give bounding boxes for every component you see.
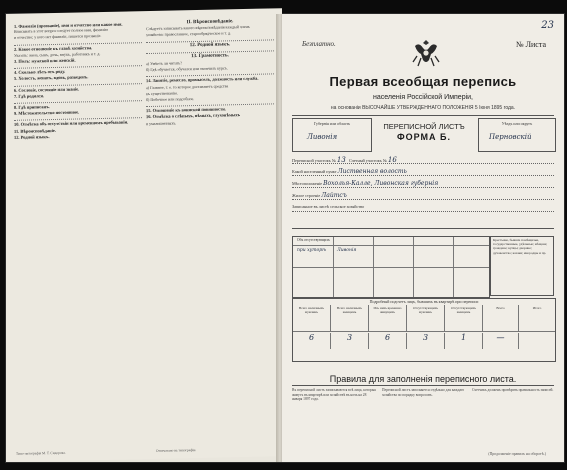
- text-line: и отчество; у кого нет фамиліи, пишется прозваніе.: [14, 33, 102, 41]
- continuation-note: (Продолженіе правилъ на оборотѣ.): [488, 452, 546, 456]
- line-label: Какой населенный пункт: [292, 169, 337, 174]
- district-label: Уѣздъ или округъ: [501, 121, 533, 126]
- province-value: Ливонія: [307, 133, 338, 141]
- question-heading: 12. Родной языкъ.: [14, 133, 50, 140]
- district-value: Перновскій: [489, 133, 532, 141]
- question-heading: 6. Сословіе, состояніе или званіе.: [14, 86, 80, 93]
- summary-table: [292, 298, 556, 362]
- census-subtitle: населенія Россійской Имперіи,: [373, 94, 473, 101]
- form-line: [292, 168, 554, 176]
- summary-header: Итого: [532, 306, 542, 310]
- grid-cell: при хуторѣ: [297, 248, 327, 253]
- question-heading: 2. Какое отношеніе къ главѣ хозяйства.: [14, 44, 93, 52]
- divider: [292, 115, 554, 116]
- text-line: а) Главное, т. е. то которое доставляетъ средства: [146, 82, 229, 90]
- summary-value: [519, 333, 555, 349]
- text-line: Указать: жена, сынъ, дочь, внукъ, работникъ и т. д.: [14, 50, 101, 58]
- rules-text: Переписной листъ заполняется отдѣльно для каждаго хозяйства по порядку вопросовъ.: [382, 388, 465, 397]
- line-value: 13: [336, 156, 346, 164]
- province-label: Губернія или область: [313, 121, 351, 126]
- question-heading: 9. Мѣстожительство постоянное.: [14, 109, 80, 117]
- question-heading: 8. Гдѣ приписанъ.: [14, 104, 50, 110]
- text-line: Слѣдуетъ записывать какого вѣроисповѣданія каждый членъ: [146, 24, 250, 32]
- line-label: Мѣстоположеніе: [292, 181, 323, 186]
- legal-basis: на основаніи ВЫСОЧАЙШЕ УТВЕРЖДЕННАГО ПОЛОЖЕНІЯ 5 Іюня 1895 года.: [330, 105, 516, 111]
- summary-table-caption: Подробный подсчетъ лицъ, бывшихъ въ квартирѣ при переписи: [369, 299, 479, 304]
- divider: [292, 228, 554, 229]
- question-heading: 7. Гдѣ родился.: [14, 93, 44, 99]
- summary-value: 6: [369, 333, 407, 349]
- right-page: [282, 14, 564, 462]
- district-box: [478, 118, 556, 152]
- summary-value: 3: [331, 333, 369, 349]
- summary-value: —: [483, 333, 519, 349]
- text-line: хозяйства: православное, старообрядческое и т. д.: [146, 30, 232, 38]
- text-line: и умалишенныхъ.: [146, 120, 177, 126]
- text-line: Вписывать в этот вопрос следует полное имя, фамилію: [14, 27, 109, 35]
- text-line: б) Побочное или подсобное.: [146, 96, 195, 103]
- question-heading: 10. Отмѣтка объ отсутствіи или временномъ пребываніи.: [14, 119, 129, 128]
- question-heading: 15. Отношеніе къ воинской повинности.: [146, 106, 226, 114]
- question-heading: 16. Отмѣтка о слѣпыхъ, нѣмыхъ, глухонѣмыхъ: [146, 112, 240, 120]
- question-heading: 14. Занятіе, ремесло, промыселъ, должность или служба.: [146, 76, 259, 84]
- summary-value: 6: [293, 333, 331, 349]
- form-line: [292, 180, 554, 188]
- section-heading: 12. Родной языкъ.: [189, 41, 231, 48]
- rules-heading: Правила для заполненія переписного листа.: [329, 374, 517, 384]
- line-value: 16: [387, 156, 397, 164]
- summary-header: Всего: [483, 305, 519, 331]
- line-label: Счетный участокъ №: [348, 158, 387, 163]
- line-value: Лиственная волость: [337, 168, 407, 175]
- free-label: Безплатно.: [302, 40, 336, 48]
- section-heading: 13. Грамотность.: [191, 53, 229, 59]
- province-box: [292, 118, 372, 152]
- text-line: б) Гдѣ обучается, обучался или окончилъ курсъ.: [146, 65, 228, 73]
- double-headed-eagle-icon: [409, 36, 443, 70]
- left-column-1: [14, 21, 142, 141]
- pencil-page-number: 23: [541, 20, 554, 31]
- printer-note: Отпечатано въ типографіи.: [156, 448, 197, 453]
- summary-header: Изъ нихъ временно живущихъ: [369, 305, 407, 331]
- form-line: [292, 192, 554, 200]
- form-line: [292, 156, 554, 164]
- question-heading: 1. Фамилія (прозваніе), имя и отчество или какое имя.: [14, 21, 123, 29]
- summary-header: Отсутствующихъ мужчинъ: [407, 305, 445, 331]
- line-label: Записанное въ листѣ сельское хозяйство: [292, 204, 365, 209]
- line-label: Переписной участокъ №: [292, 158, 336, 163]
- summary-header: Всего наличныхъ мужчинъ: [293, 305, 331, 331]
- question-heading: 11. Вѣроисповѣданіе.: [14, 127, 56, 134]
- question-heading: 3. Полъ: мужской или женскій.: [14, 57, 76, 64]
- left-page: [6, 8, 282, 462]
- text-line: къ существованію.: [146, 90, 178, 96]
- open-book: [6, 14, 564, 462]
- grid-cell: Ливонія: [337, 248, 357, 253]
- line-value: Лайтсъ: [321, 192, 347, 199]
- summary-header: Всего наличныхъ женщинъ: [331, 305, 369, 331]
- summary-header: Отсутствующихъ женщинъ: [445, 305, 483, 331]
- census-title: Первая всеобщая перепись: [329, 74, 517, 89]
- sheet-number-label: № Листа: [515, 40, 546, 49]
- line-value: Вохолья-Калле, Ливонская губернія: [323, 180, 439, 187]
- question-heading: 4. Сколько лѣтъ отъ роду.: [14, 68, 66, 76]
- divider: [292, 385, 554, 386]
- summary-value: 3: [407, 333, 445, 349]
- text-line: а) Умѣетъ ли читать?: [146, 60, 182, 67]
- form-name: ФОРМА Б.: [396, 132, 452, 142]
- rules-text: Счетчикъ долженъ провѣрить правильность записей.: [472, 388, 554, 392]
- form-title: ПЕРЕПИСНОЙ ЛИСТЪ: [383, 122, 465, 131]
- residents-grid: [292, 236, 490, 298]
- left-column-2: [146, 18, 274, 127]
- estate-note: Крестьяне, бывшіе помѣщичьи, государственные, удѣльные; мѣщане; граждане; купцы; дворяне; духовенство; казаки; инородцы и пр.: [490, 236, 554, 296]
- question-heading: 5. Холостъ, женатъ, вдовъ, разведенъ.: [14, 74, 89, 82]
- section-heading: II. Вѣроисповѣданіе.: [186, 19, 234, 26]
- grid-header: Объ отсутствующихъ: [297, 238, 330, 242]
- form-line: [292, 204, 554, 212]
- line-label: Жилое строеніе: [292, 193, 321, 198]
- printer-note: Типо-литографія М. Т. Сидорова.: [16, 450, 66, 456]
- summary-value: 1: [445, 333, 483, 349]
- rules-text: Въ переписной листъ записываются всѣ лица, которыя живутъ въ квартирѣ или хозяйствѣ въ ночь на 28 января 1897 года.: [292, 388, 376, 402]
